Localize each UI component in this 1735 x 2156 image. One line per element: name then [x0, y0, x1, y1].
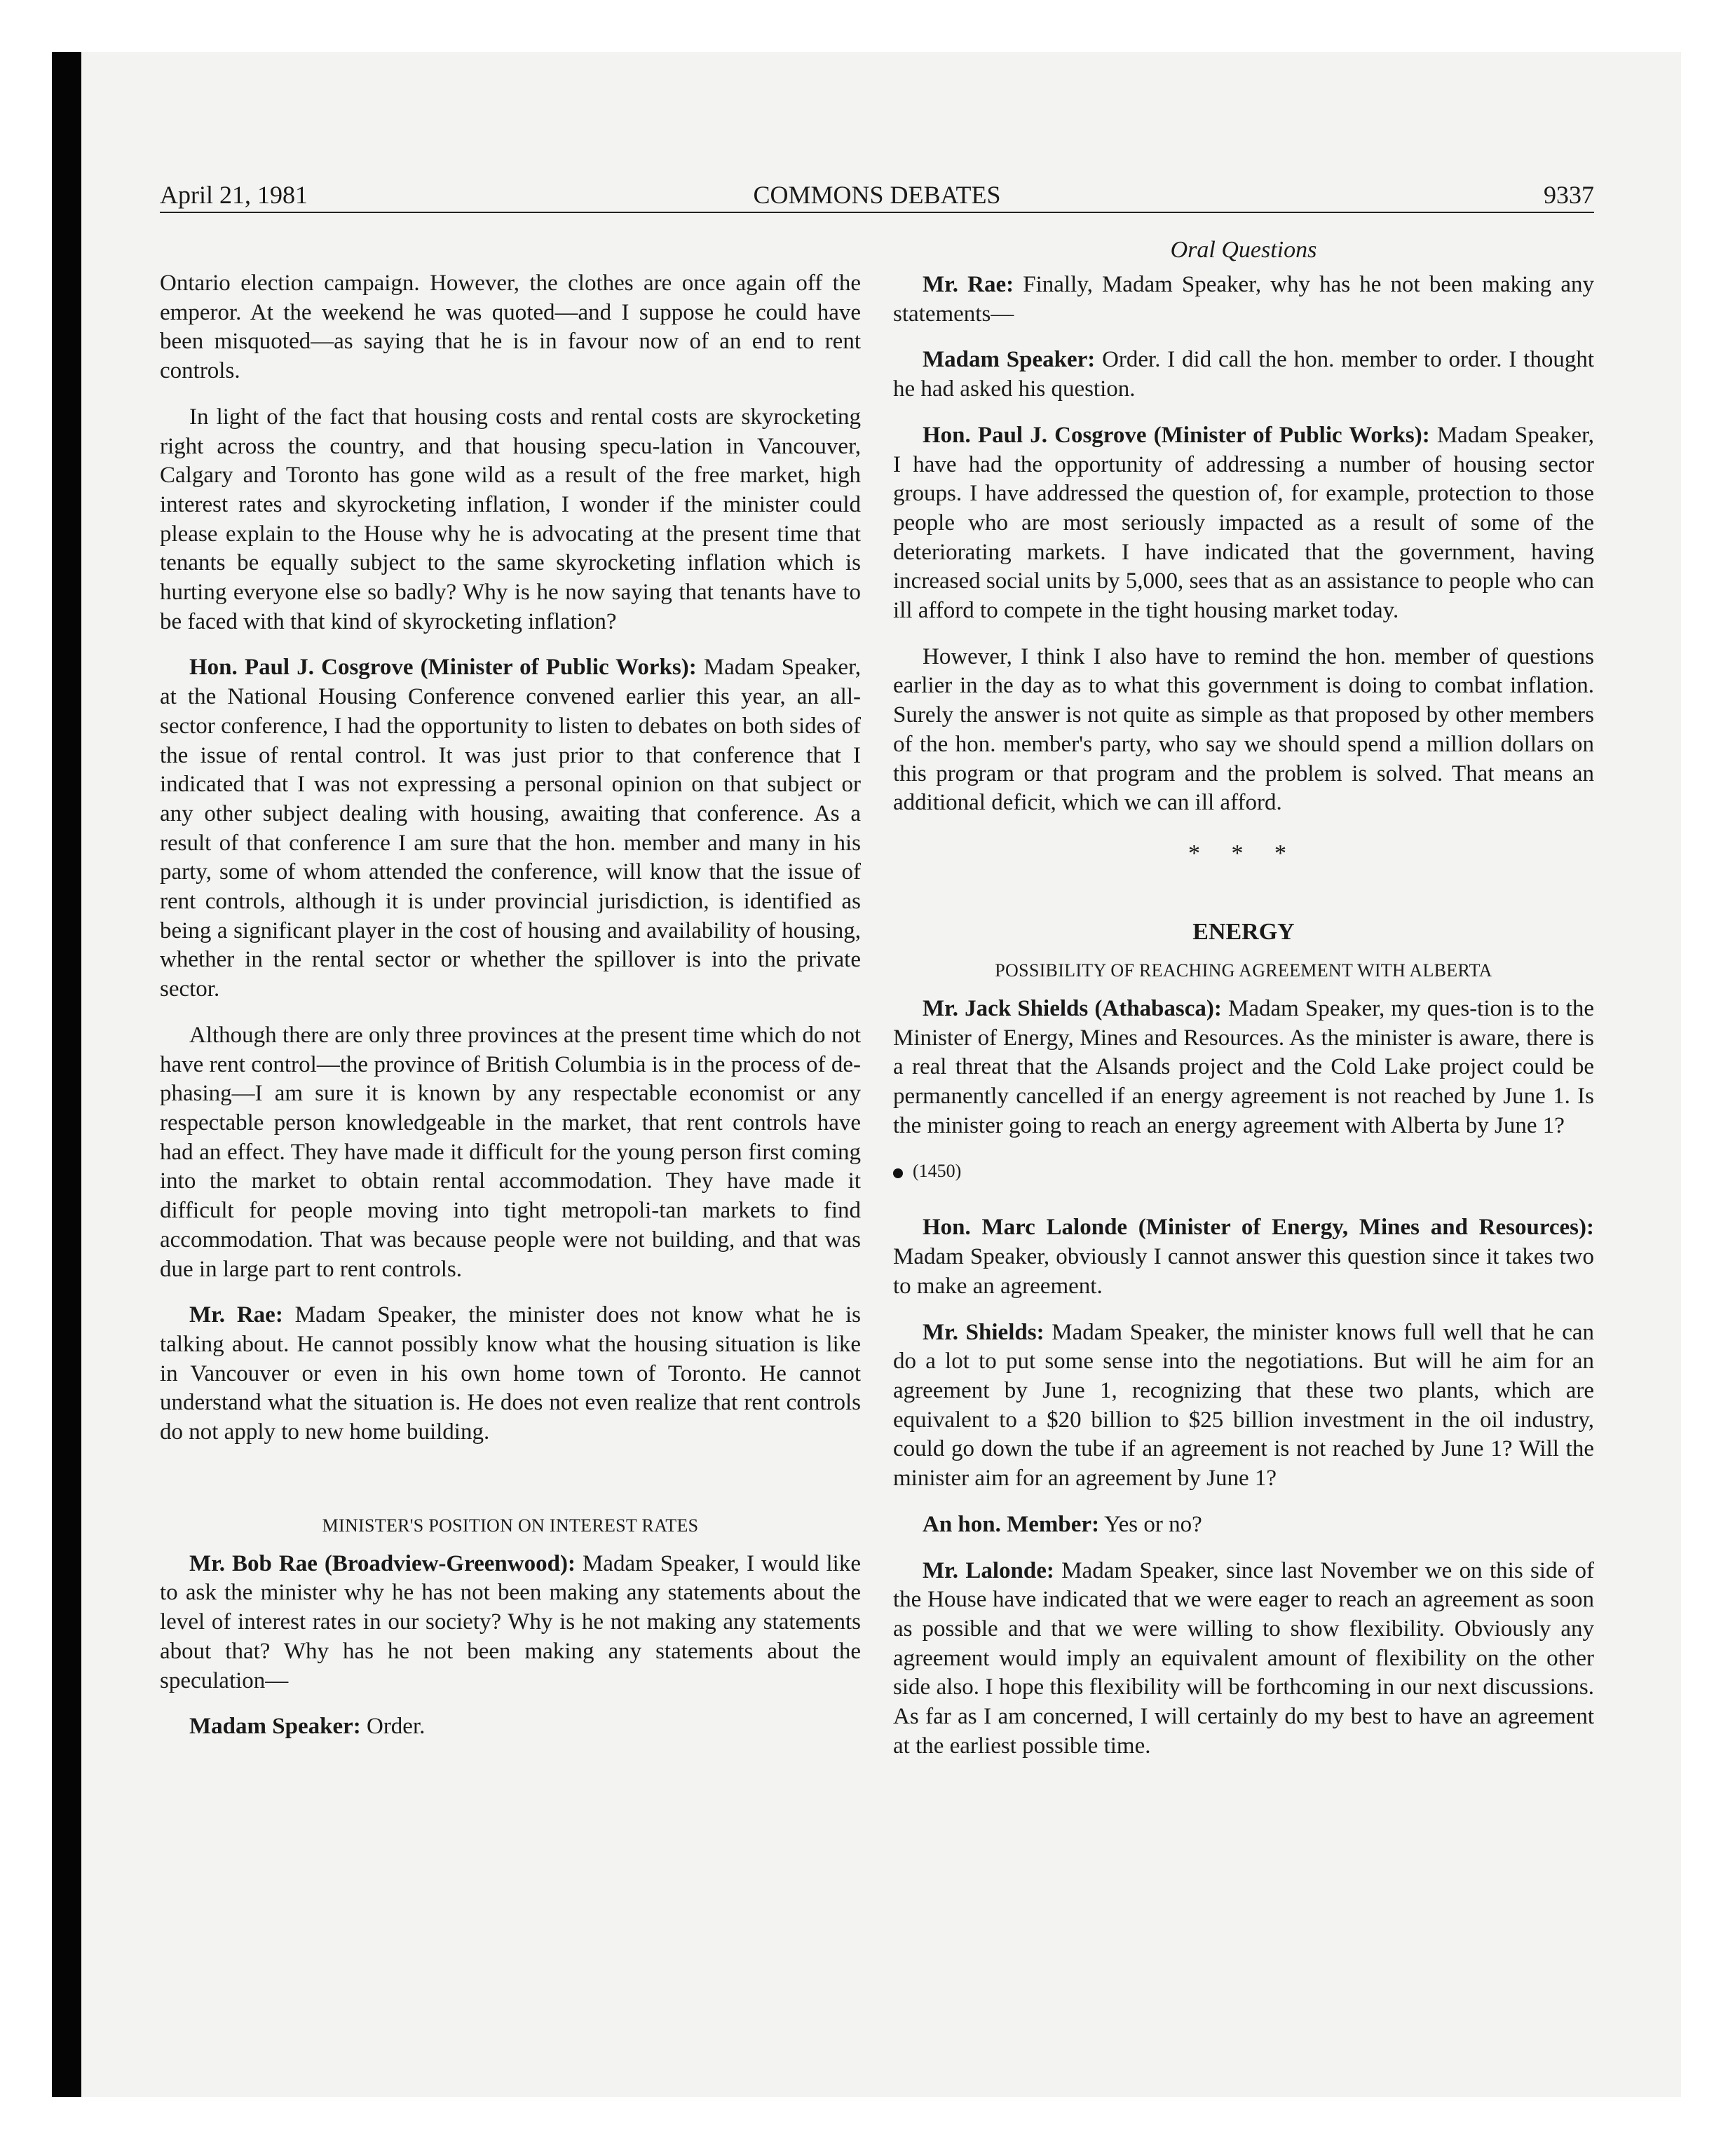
right-paragraph-2: [893, 346, 1594, 404]
left-paragraph-5: [160, 1301, 861, 1447]
right-paragraph-4: However, I think I also have to remind the hon. member of questions earlier in the day as to what this government is doing to combat inflation. Surely the answer is not quite as simple as that proposed by other members of the hon. member's party, who say we should spend a million dollars on this program or that program and the problem is solved. That means an additional deficit, which we can ill afford.: [893, 643, 1594, 816]
speech-text: Madam Speaker, the minister does not know what he is talking about. He cannot possibly know what the housing situation is like in Vancouver or even in his own home town of Toronto. He cannot understand what the situation is. He does not even realize that rent controls do not apply to new home building.: [160, 1302, 862, 1445]
speaker-name: An hon. Member:: [923, 1511, 1100, 1537]
left-column: [160, 269, 861, 1759]
speaker-name: Mr. Shields:: [923, 1319, 1045, 1345]
right-paragraph-5: [893, 995, 1594, 1141]
left-paragraph-7: [160, 1712, 861, 1742]
speech-text: Madam Speaker, since last November we on this side of the House have indicated that we were eager to reach an agreement as soon as possible and that we were willing to show flexibility. Obviously any agreement would imply an equivalent amount of flexibility on the other side also. I hope this flexibility will be forthcoming in our next discussions. As far as I am concerned, I will certainly do my best to have an agreement at the earliest possible time.: [893, 1557, 1594, 1759]
speech-text: Madam Speaker, my ques-tion is to the Minister of Energy, Mines and Resources. As the minister is aware, there is a real threat that the Alsands project and the Cold Lake project could be permanently cancelled if an energy agreement is not reached by June 1. Is the minister going to reach an energy agreement with Alberta by June 1?: [893, 995, 1594, 1138]
time-marker-text: (1450): [913, 1161, 962, 1182]
left-paragraph-3: [160, 653, 861, 1004]
speaker-name: Mr. Rae:: [923, 272, 1014, 297]
header-rule: [160, 212, 1594, 213]
left-paragraph-1: Ontario election campaign. However, the clothes are once again off the emperor. At the weekend he was quoted—and I suppose he could have been misquoted—as saying that he is in favour now of an end to rent controls.: [160, 271, 861, 384]
right-paragraph-6: [893, 1213, 1594, 1301]
speaker-name: Hon. Paul J. Cosgrove (Minister of Public Works):: [923, 422, 1430, 448]
time-marker: [893, 1157, 1594, 1185]
right-paragraph-8: [893, 1510, 1594, 1540]
speaker-name: Mr. Lalonde:: [923, 1557, 1054, 1583]
speech-text: Order. I did call the hon. member to order. I thought he had asked his question.: [893, 347, 1594, 402]
left-paragraph-4: Although there are only three provinces at the present time which do not have rent control—the province of British Columbia is in the process of de-phasing—I am sure it is known by any respectable economist or any respectable person knowledgeable in the market, that rent controls have had an effect. They have made it difficult for the young person first coming into the market to obtain rental accommodation. They have made it difficult for people moving into tight metropoli-tan markets to find accommodation. That was because people were not building, and that was due in large part to rent controls.: [160, 1022, 861, 1282]
speaker-name: Mr. Bob Rae (Broadview-Greenwood):: [189, 1550, 576, 1576]
speaker-name: Mr. Jack Shields (Athabasca):: [923, 995, 1222, 1021]
right-column: [893, 236, 1594, 1778]
right-paragraph-7: [893, 1318, 1594, 1494]
section-tag: Oral Questions: [1170, 237, 1317, 263]
speech-text: Madam Speaker, the minister knows full well that he can do a lot to put some sense into the negotiations. But will he aim for an agreement by June 1, recognizing that these two plants, which are equivalent to a $20 billion to $25 billion investment in the oil industry, could go down the tube if an agreement is not reached by June 1? Will the minister aim for an agreement by June 1?: [893, 1319, 1594, 1492]
speech-text: Madam Speaker, I would like to ask the minister why he has not been making any statements about the level of interest rates in our society? Why is he not making any statements about that? Why has he not been making any statements about the speculation—: [160, 1550, 861, 1693]
speaker-name: Hon. Paul J. Cosgrove (Minister of Public Works):: [189, 655, 697, 681]
speaker-name: Hon. Marc Lalonde (Minister of Energy, Mines and Resources):: [923, 1215, 1594, 1241]
speaker-name: Mr. Rae:: [189, 1302, 283, 1328]
speech-text: Order.: [360, 1714, 426, 1740]
speech-text: Finally, Madam Speaker, why has he not been making any statements—: [893, 272, 1594, 327]
subheading-alberta-agreement: POSSIBILITY OF REACHING AGREEMENT WITH ALBERTA: [995, 960, 1492, 981]
left-paragraph-2: In light of the fact that housing costs and rental costs are skyrocketing right across the country, and that housing specu-lation in Vancouver, Calgary and Toronto has gone wild as a result of the free market, high interest rates and skyrocketing inflation, I wonder if the minister could please explain to the House why he is advocating at the present time that tenants be equally subject to the same skyrocketing inflation which is hurting everyone else so badly? Why is he now saying that tenants have to be faced with that kind of skyrocketing inflation?: [160, 404, 861, 634]
header-title: COMMONS DEBATES: [753, 181, 1001, 209]
speaker-name: Madam Speaker:: [923, 347, 1096, 373]
right-paragraph-1: [893, 271, 1594, 329]
speech-text: Madam Speaker, obviously I cannot answer this question since it takes two to make an agreement.: [893, 1244, 1594, 1299]
speech-text: Madam Speaker, at the National Housing Conference convened earlier this year, an all-sector conference, I had the opportunity to listen to debates on both sides of the issue of rental control. It was just prior to that conference that I indicated that I was not expressing a personal opinion on that subject or any other subject dealing with housing, awaiting that conference. As a result of that conference I am sure that the hon. member and many in his party, some of whom attended the conference, will know that the issue of rent controls, although it is under provincial jurisdiction, is identified as being a significant player in the cost of housing and availability of housing, whether in the rental sector or whether the spillover is into the private sector.: [160, 655, 861, 1002]
speech-text: Madam Speaker, I have had the opportunity of addressing a number of housing sector groups. I have addressed the question of, for example, protection to those people who are most seriously impacted as a result of some of the deteriorating markets. I have indicated that the government, having increased social units by 5,000, sees that as an assistance to people who can ill afford to compete in the tight housing market today.: [893, 422, 1594, 624]
section-divider-stars: * * *: [1188, 840, 1299, 866]
header-page-number: 9337: [1544, 181, 1594, 209]
speaker-name: Madam Speaker:: [189, 1714, 361, 1740]
energy-heading: ENERGY: [1192, 918, 1295, 945]
bullet-dot-icon: [893, 1168, 903, 1178]
left-paragraph-6: [160, 1550, 861, 1696]
page-header: [160, 178, 1594, 212]
speech-text: Yes or no?: [1099, 1511, 1202, 1537]
header-date: April 21, 1981: [160, 181, 308, 209]
scan-edge-bar: [52, 52, 81, 2097]
right-paragraph-9: [893, 1557, 1594, 1761]
subheading-interest-rates: MINISTER'S POSITION ON INTEREST RATES: [322, 1515, 699, 1536]
right-paragraph-3: [893, 421, 1594, 626]
